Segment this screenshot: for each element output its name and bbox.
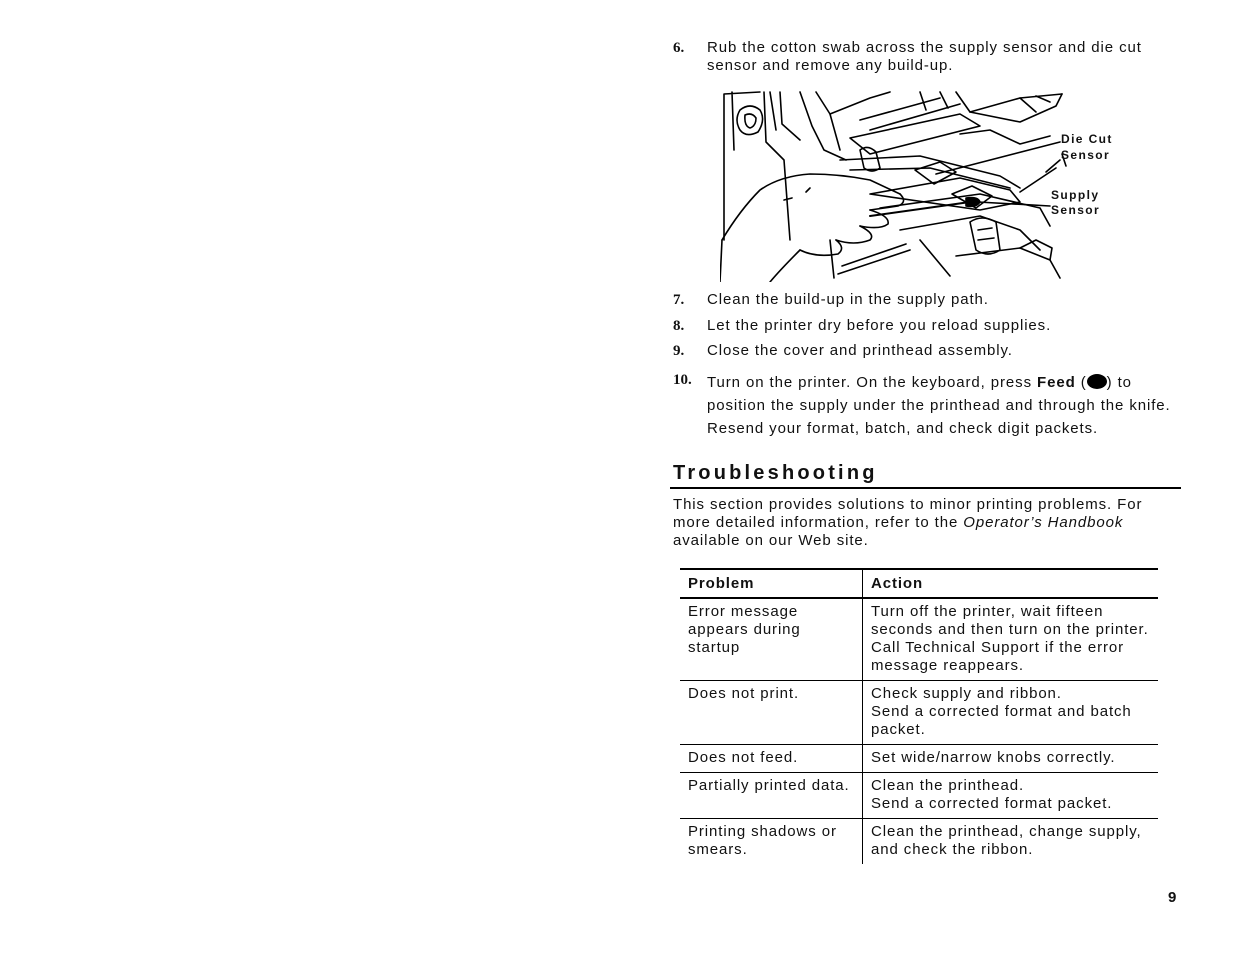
step-number: 10. xyxy=(673,372,692,388)
section-intro: This section provides solutions to minor printing problems. For more detailed information, refer to the Operator’s Handbook available on our Web site. xyxy=(673,496,1143,549)
table-row xyxy=(680,773,1158,819)
action-cell: Set wide/narrow knobs correctly. xyxy=(863,745,1159,773)
step-text: Clean the build-up in the supply path. xyxy=(707,291,989,308)
table-header-row xyxy=(680,569,1158,598)
step-number: 6. xyxy=(673,40,685,56)
step-number: 9. xyxy=(673,343,685,359)
supply-sensor-label-line1: Supply xyxy=(1051,188,1100,202)
step-text: Close the cover and printhead assembly. xyxy=(707,342,1013,359)
supply-sensor-label-line2: Sensor xyxy=(1051,203,1101,217)
feed-key-name: Feed xyxy=(1037,374,1076,391)
table-row xyxy=(680,681,1158,745)
step-number: 7. xyxy=(673,292,685,308)
feed-key-icon xyxy=(1087,374,1107,389)
table-row xyxy=(680,598,1158,681)
step-text: Rub the cotton swab across the supply sensor and die cut sensor and remove any build-up. xyxy=(707,39,1142,74)
problem-cell: Partially printed data. xyxy=(680,773,863,819)
action-cell: Clean the printhead. Send a corrected format packet. xyxy=(863,773,1159,819)
step-text: Let the printer dry before you reload supplies. xyxy=(707,317,1052,334)
problem-cell: Error message appears during startup xyxy=(680,598,863,681)
action-cell: Check supply and ribbon. Send a corrected format and batch packet. xyxy=(863,681,1159,745)
problem-cell: Does not print. xyxy=(680,681,863,745)
step-text: Turn on the printer. On the keyboard, press Feed ( ) to position the supply under the printhead and through the knife. Resend your format, batch, and check digit packets. xyxy=(707,374,1171,437)
section-divider xyxy=(670,487,1181,489)
step-number: 8. xyxy=(673,318,685,334)
table-row xyxy=(680,819,1158,865)
action-column-header: Action xyxy=(863,569,1159,598)
action-cell: Turn off the printer, wait fifteen seconds and then turn on the printer. Call Technical Support if the error message reappears. xyxy=(863,598,1159,681)
printer-cleaning-illustration xyxy=(720,90,1120,282)
handbook-title: Operator’s Handbook xyxy=(963,514,1124,531)
action-cell: Clean the printhead, change supply, and check the ribbon. xyxy=(871,823,1142,858)
problem-cell: Printing shadows or smears. xyxy=(680,819,863,865)
page-number: 9 xyxy=(1168,889,1177,906)
problem-column-header: Problem xyxy=(680,569,863,598)
troubleshooting-table xyxy=(680,568,1158,864)
table-row xyxy=(680,745,1158,773)
section-title: Troubleshooting xyxy=(673,462,878,484)
die-cut-sensor-label-line1: Die Cut xyxy=(1061,132,1113,146)
die-cut-sensor-label-line2: Sensor xyxy=(1061,148,1111,162)
problem-cell: Does not feed. xyxy=(680,745,863,773)
